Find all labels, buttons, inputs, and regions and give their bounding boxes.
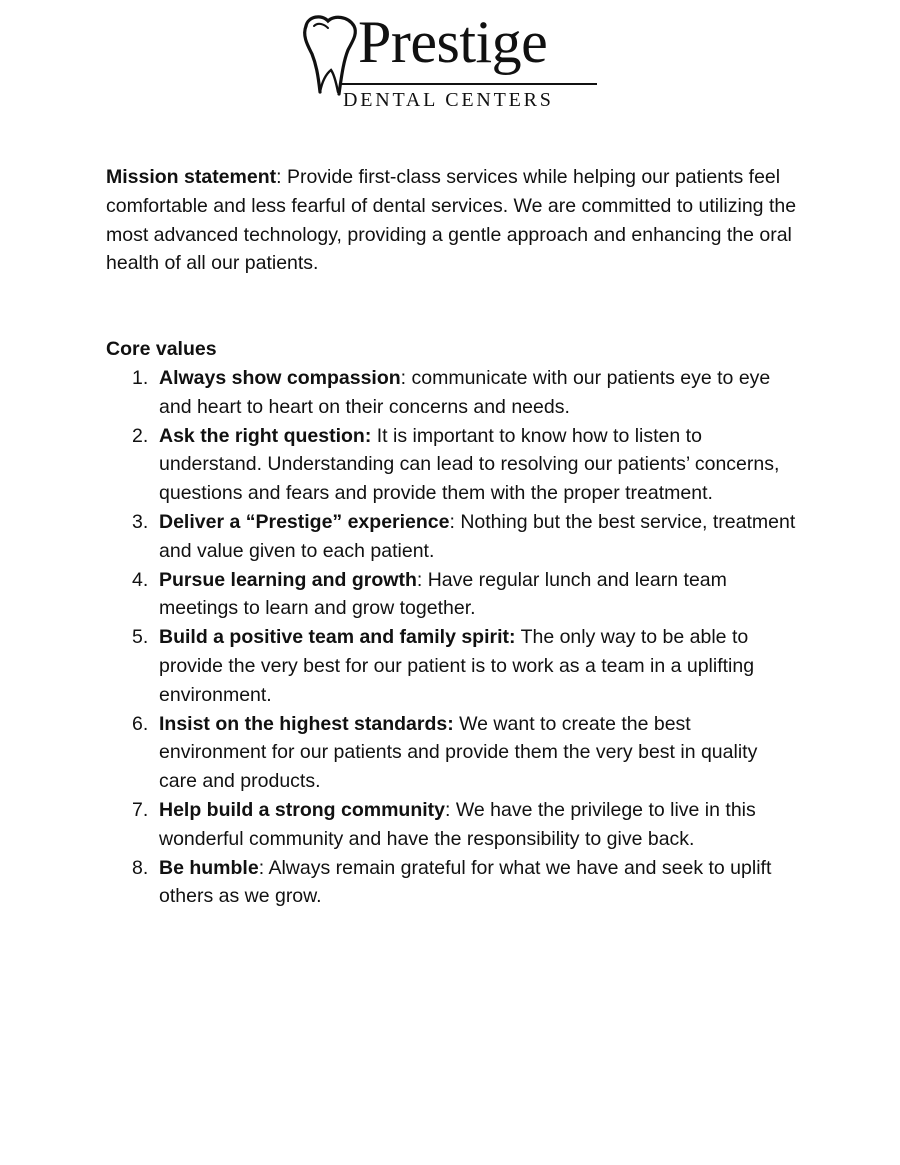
- list-number: 2.: [132, 424, 149, 447]
- value-text: : communicate with our patients eye to eye and heart to heart on their concerns and needs.: [159, 366, 771, 418]
- mission-label: Mission statement: [106, 166, 277, 188]
- value-text: : Have regular lunch and learn team meetings to learn and grow together.: [159, 568, 727, 620]
- list-item: [106, 623, 799, 709]
- value-title: Ask the right question:: [159, 424, 372, 447]
- value-title: Insist on the highest standards:: [159, 712, 454, 735]
- value-title: Pursue learning and growth: [159, 568, 417, 591]
- list-item: [106, 364, 799, 422]
- list-number: 1.: [132, 366, 149, 389]
- list-number: 5.: [132, 626, 149, 649]
- value-title: Deliver a “Prestige” experience: [159, 510, 450, 533]
- list-number: 8.: [132, 856, 149, 879]
- value-text: : Nothing but the best service, treatment and value given to each patient.: [159, 510, 796, 562]
- logo-wordmark: Prestige: [358, 9, 548, 75]
- value-text: It is important to know how to listen to understand. Understanding can lead to resolving our patients’ concerns, questions and fears and provide them with the proper treatment.: [159, 424, 780, 505]
- list-number: 6.: [132, 712, 149, 735]
- value-title: Help build a strong community: [159, 798, 446, 821]
- list-number: 7.: [132, 798, 149, 821]
- prestige-logo: [298, 8, 608, 112]
- logo-tagline: DENTAL CENTERS: [343, 89, 554, 111]
- list-item: [106, 566, 799, 624]
- value-title: Build a positive team and family spirit:: [159, 626, 516, 649]
- core-values-list: [106, 364, 806, 911]
- list-item: [106, 796, 799, 854]
- mission-statement: [106, 163, 806, 278]
- value-title: Always show compassion: [159, 366, 401, 389]
- value-text: : We have the privilege to live in this wonderful community and have the responsibility to give back.: [159, 798, 756, 850]
- list-item: [106, 422, 799, 508]
- list-item: [106, 854, 799, 912]
- value-text: The only way to be able to provide the very best for our patient is to work as a team in a uplifting environment.: [159, 626, 755, 706]
- value-title: Be humble: [159, 856, 259, 879]
- list-item: [106, 710, 799, 796]
- core-values-heading: Core values: [106, 338, 217, 361]
- list-number: 3.: [132, 510, 149, 533]
- list-item: [106, 508, 799, 566]
- document-body: [106, 163, 806, 911]
- mission-text: : Provide first-class services while helping our patients feel comfortable and less fearful of dental services. We are committed to utilizing the most advanced technology, providing a gentle approach and enhancing the oral health of all our patients.: [106, 166, 797, 275]
- value-text: We want to create the best environment for our patients and provide them the very best in quality care and products.: [159, 712, 758, 793]
- list-number: 4.: [132, 568, 149, 591]
- value-text: : Always remain grateful for what we have and seek to uplift others as we grow.: [159, 856, 772, 908]
- logo-divider: [341, 83, 597, 85]
